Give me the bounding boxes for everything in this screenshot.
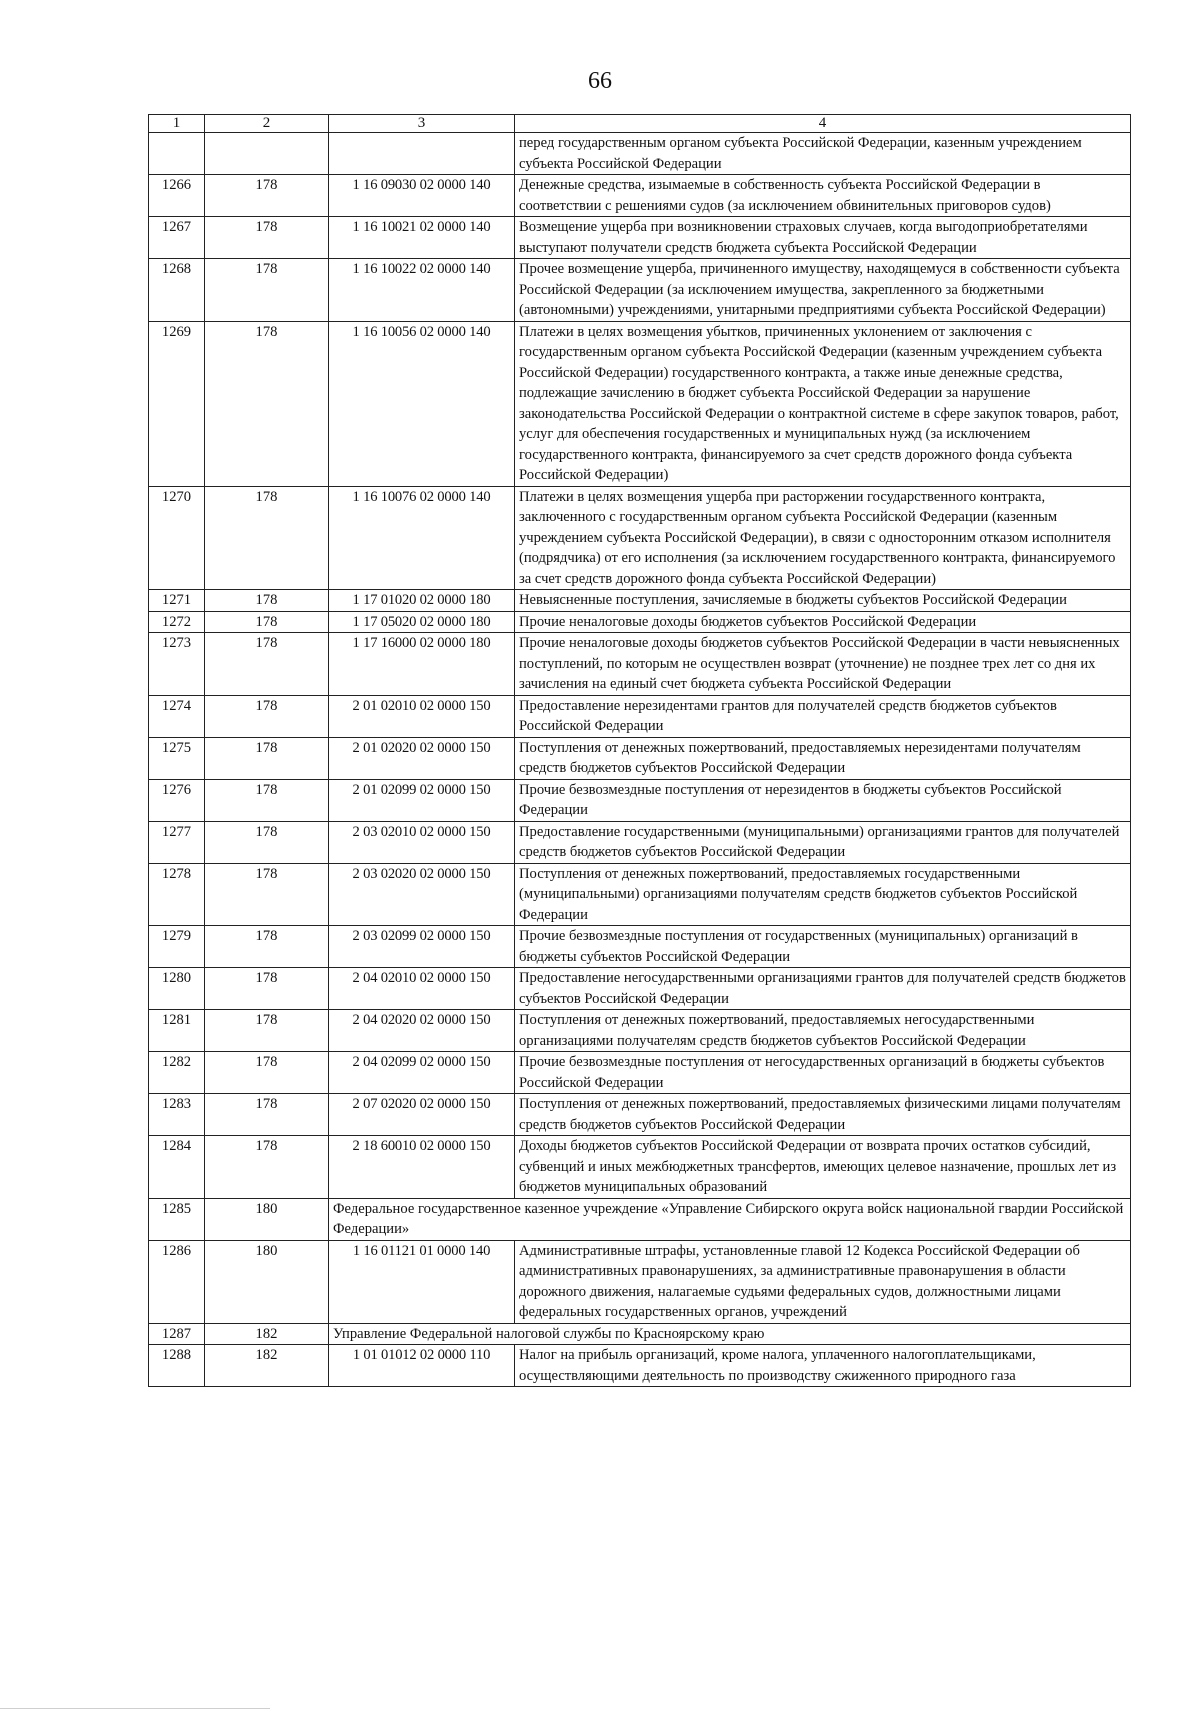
table-row xyxy=(149,133,1131,175)
administrator-code: 178 xyxy=(205,695,329,737)
revenue-description: Денежные средства, изымаемые в собственность субъекта Российской Федерации в соответствии с решениями судов (за исключением обвинительных приговоров судов) xyxy=(515,175,1131,217)
table-row xyxy=(149,175,1131,217)
administrator-code: 178 xyxy=(205,633,329,696)
classification-code: 2 01 02099 02 0000 150 xyxy=(329,779,515,821)
administrator-code: 178 xyxy=(205,217,329,259)
administrator-code: 178 xyxy=(205,486,329,590)
revenue-description: Платежи в целях возмещения убытков, причиненных уклонением от заключения с государственным органом субъекта Российской Федерации (казенным учреждением субъекта Российской Федерации) государственного контракта, а также иные денежные средства, подлежащие зачислению в бюджет субъекта Российской Федерации за нарушение законодательства Российской Федерации о контрактной системе в сфере закупок товаров, работ, услуг для обеспечения государственных и муниципальных нужд (за исключением государственного контракта, финансируемого за счет средств дорожного фонда субъекта Российской Федерации) xyxy=(515,321,1131,486)
revenue-description: Прочие безвозмездные поступления от государственных (муниципальных) организаций в бюджеты субъектов Российской Федерации xyxy=(515,926,1131,968)
table-row xyxy=(149,968,1131,1010)
classification-code: 1 16 10021 02 0000 140 xyxy=(329,217,515,259)
row-number: 1273 xyxy=(149,633,205,696)
row-number: 1286 xyxy=(149,1240,205,1323)
table-row xyxy=(149,217,1131,259)
classification-code: 1 16 09030 02 0000 140 xyxy=(329,175,515,217)
table-row xyxy=(149,611,1131,633)
row-number: 1285 xyxy=(149,1198,205,1240)
table-row xyxy=(149,1198,1131,1240)
administrator-code: 178 xyxy=(205,1052,329,1094)
scan-artifact xyxy=(0,1708,270,1709)
administrator-code: 178 xyxy=(205,926,329,968)
table-row xyxy=(149,863,1131,926)
administrator-code: 178 xyxy=(205,590,329,612)
table-body xyxy=(149,133,1131,1387)
revenue-description: Возмещение ущерба при возникновении страховых случаев, когда выгодоприобретателями выступают получатели средств бюджета субъекта Российской Федерации xyxy=(515,217,1131,259)
revenue-description: Прочие неналоговые доходы бюджетов субъектов Российской Федерации в части невыясненных поступлений, по которым не осуществлен возврат (уточнение) не позднее трех лет со дня их зачисления на единый счет бюджета субъекта Российской Федерации xyxy=(515,633,1131,696)
table-row xyxy=(149,486,1131,590)
administrator-name: Федеральное государственное казенное учреждение «Управление Сибирского округа войск национальной гвардии Российской Федерации» xyxy=(329,1198,1131,1240)
revenue-description: Поступления от денежных пожертвований, предоставляемых негосударственными организациями получателям средств бюджетов субъектов Российской Федерации xyxy=(515,1010,1131,1052)
administrator-code: 180 xyxy=(205,1240,329,1323)
column-header: 3 xyxy=(329,115,515,133)
table-row xyxy=(149,590,1131,612)
administrator-code: 178 xyxy=(205,737,329,779)
classification-code: 1 16 10022 02 0000 140 xyxy=(329,259,515,322)
classification-code: 1 16 10056 02 0000 140 xyxy=(329,321,515,486)
table-row xyxy=(149,779,1131,821)
revenue-description: Предоставление негосударственными организациями грантов для получателей средств бюджетов субъектов Российской Федерации xyxy=(515,968,1131,1010)
row-number: 1278 xyxy=(149,863,205,926)
administrator-code: 178 xyxy=(205,1136,329,1199)
table-row xyxy=(149,1010,1131,1052)
administrator-code xyxy=(205,133,329,175)
table-row xyxy=(149,1052,1131,1094)
row-number: 1284 xyxy=(149,1136,205,1199)
administrator-code: 180 xyxy=(205,1198,329,1240)
classification-code: 1 01 01012 02 0000 110 xyxy=(329,1345,515,1387)
table-row xyxy=(149,1323,1131,1345)
classification-code: 2 04 02099 02 0000 150 xyxy=(329,1052,515,1094)
administrator-code: 178 xyxy=(205,821,329,863)
revenue-description: Доходы бюджетов субъектов Российской Федерации от возврата прочих остатков субсидий, субвенций и иных межбюджетных трансфертов, имеющих целевое назначение, прошлых лет из бюджетов муниципальных образований xyxy=(515,1136,1131,1199)
administrator-code: 182 xyxy=(205,1345,329,1387)
table-row xyxy=(149,926,1131,968)
revenue-description: Платежи в целях возмещения ущерба при расторжении государственного контракта, заключенного с государственным органом субъекта Российской Федерации (казенным учреждением субъекта Российской Федерации), в связи с односторонним отказом исполнителя (подрядчика) от его исполнения (за исключением государственного контракта, финансируемого за счет средств дорожного фонда субъекта Российской Федерации) xyxy=(515,486,1131,590)
administrator-code: 178 xyxy=(205,779,329,821)
classification-code: 1 17 16000 02 0000 180 xyxy=(329,633,515,696)
revenue-description: Административные штрафы, установленные главой 12 Кодекса Российской Федерации об административных правонарушениях, за административные правонарушения в области дорожного движения, налагаемые судьями федеральных судов, должностными лицами федеральных государственных органов, учреждений xyxy=(515,1240,1131,1323)
page-number: 66 xyxy=(588,68,612,94)
classification-code: 2 01 02020 02 0000 150 xyxy=(329,737,515,779)
table-row xyxy=(149,1136,1131,1199)
revenue-description: Прочие неналоговые доходы бюджетов субъектов Российской Федерации xyxy=(515,611,1131,633)
row-number xyxy=(149,133,205,175)
row-number: 1281 xyxy=(149,1010,205,1052)
table-row xyxy=(149,633,1131,696)
table-row xyxy=(149,1345,1131,1387)
row-number: 1287 xyxy=(149,1323,205,1345)
table-row xyxy=(149,321,1131,486)
administrator-code: 178 xyxy=(205,175,329,217)
classification-code xyxy=(329,133,515,175)
classification-code: 2 01 02010 02 0000 150 xyxy=(329,695,515,737)
row-number: 1268 xyxy=(149,259,205,322)
table-row xyxy=(149,1240,1131,1323)
administrator-code: 178 xyxy=(205,968,329,1010)
revenue-description: Предоставление нерезидентами грантов для получателей средств бюджетов субъектов Российской Федерации xyxy=(515,695,1131,737)
classification-code: 2 04 02010 02 0000 150 xyxy=(329,968,515,1010)
row-number: 1279 xyxy=(149,926,205,968)
revenue-description: Поступления от денежных пожертвований, предоставляемых физическими лицами получателям средств бюджетов субъектов Российской Федерации xyxy=(515,1094,1131,1136)
revenue-description: Прочее возмещение ущерба, причиненного имуществу, находящемуся в собственности субъекта Российской Федерации (за исключением имущества, закрепленного за бюджетными (автономными) учреждениями, унитарными предприятиями субъекта Российской Федерации) xyxy=(515,259,1131,322)
row-number: 1272 xyxy=(149,611,205,633)
revenue-description: Налог на прибыль организаций, кроме налога, уплаченного налогоплательщиками, осуществляющими деятельность по производству сжиженного природного газа xyxy=(515,1345,1131,1387)
revenue-classification-table xyxy=(148,114,1131,1387)
table-header xyxy=(149,115,1131,133)
classification-code: 2 03 02099 02 0000 150 xyxy=(329,926,515,968)
administrator-code: 178 xyxy=(205,863,329,926)
row-number: 1274 xyxy=(149,695,205,737)
revenue-description: Невыясненные поступления, зачисляемые в бюджеты субъектов Российской Федерации xyxy=(515,590,1131,612)
revenue-description: Поступления от денежных пожертвований, предоставляемых нерезидентами получателям средств бюджетов субъектов Российской Федерации xyxy=(515,737,1131,779)
classification-code: 2 07 02020 02 0000 150 xyxy=(329,1094,515,1136)
administrator-code: 178 xyxy=(205,321,329,486)
administrator-code: 178 xyxy=(205,259,329,322)
column-header: 4 xyxy=(515,115,1131,133)
table-row xyxy=(149,259,1131,322)
classification-code: 2 03 02020 02 0000 150 xyxy=(329,863,515,926)
administrator-code: 182 xyxy=(205,1323,329,1345)
row-number: 1269 xyxy=(149,321,205,486)
classification-code: 2 04 02020 02 0000 150 xyxy=(329,1010,515,1052)
row-number: 1280 xyxy=(149,968,205,1010)
column-header: 2 xyxy=(205,115,329,133)
row-number: 1275 xyxy=(149,737,205,779)
column-number-row xyxy=(149,115,1131,133)
revenue-description: Прочие безвозмездные поступления от нерезидентов в бюджеты субъектов Российской Федерации xyxy=(515,779,1131,821)
table-row xyxy=(149,1094,1131,1136)
row-number: 1277 xyxy=(149,821,205,863)
classification-code: 2 03 02010 02 0000 150 xyxy=(329,821,515,863)
row-number: 1267 xyxy=(149,217,205,259)
classification-code: 1 16 01121 01 0000 140 xyxy=(329,1240,515,1323)
revenue-description: Поступления от денежных пожертвований, предоставляемых государственными (муниципальными) организациями получателям средств бюджетов субъектов Российской Федерации xyxy=(515,863,1131,926)
revenue-description: Прочие безвозмездные поступления от негосударственных организаций в бюджеты субъектов Российской Федерации xyxy=(515,1052,1131,1094)
revenue-description: Предоставление государственными (муниципальными) организациями грантов для получателей средств бюджетов субъектов Российской Федерации xyxy=(515,821,1131,863)
row-number: 1271 xyxy=(149,590,205,612)
classification-code: 2 18 60010 02 0000 150 xyxy=(329,1136,515,1199)
row-number: 1276 xyxy=(149,779,205,821)
classification-code: 1 17 01020 02 0000 180 xyxy=(329,590,515,612)
table-row xyxy=(149,821,1131,863)
row-number: 1283 xyxy=(149,1094,205,1136)
table-row xyxy=(149,737,1131,779)
classification-code: 1 16 10076 02 0000 140 xyxy=(329,486,515,590)
row-number: 1282 xyxy=(149,1052,205,1094)
administrator-code: 178 xyxy=(205,1094,329,1136)
row-number: 1266 xyxy=(149,175,205,217)
administrator-code: 178 xyxy=(205,611,329,633)
classification-code: 1 17 05020 02 0000 180 xyxy=(329,611,515,633)
table-row xyxy=(149,695,1131,737)
revenue-description: перед государственным органом субъекта Российской Федерации, казенным учреждением субъекта Российской Федерации xyxy=(515,133,1131,175)
administrator-code: 178 xyxy=(205,1010,329,1052)
column-header: 1 xyxy=(149,115,205,133)
administrator-name: Управление Федеральной налоговой службы по Красноярскому краю xyxy=(329,1323,1131,1345)
row-number: 1288 xyxy=(149,1345,205,1387)
row-number: 1270 xyxy=(149,486,205,590)
